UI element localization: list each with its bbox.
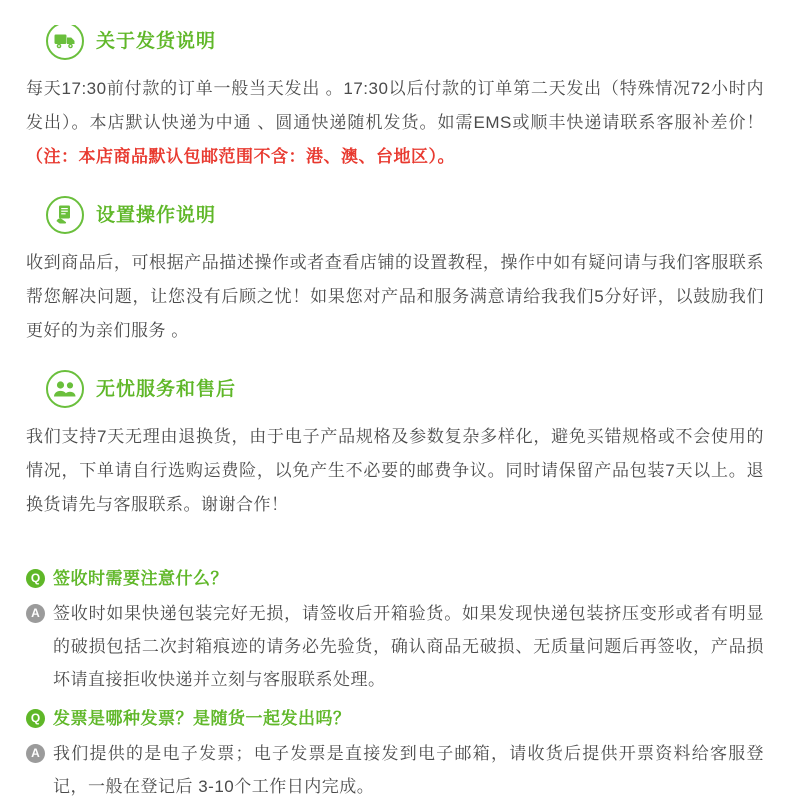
section-title: 关于发货说明 bbox=[96, 30, 217, 52]
section-body-text: 每天17:30前付款的订单一般当天发出 。17:30以后付款的订单第二天发出（特殊情况72小时内发出）。本店默认快递为中通 、圆通快递随机发货。如需EMS或顺丰快递请联系客服补差价！ bbox=[26, 79, 764, 132]
section-title: 无忧服务和售后 bbox=[96, 378, 237, 400]
faq-answer-row bbox=[26, 597, 764, 696]
answer-badge: A bbox=[26, 744, 45, 763]
section-body-highlight: （注：本店商品默认包邮范围不含：港、澳、台地区）。 bbox=[26, 147, 455, 166]
faq-question-row bbox=[26, 562, 764, 595]
question-badge: Q bbox=[26, 709, 45, 728]
section-header bbox=[46, 22, 764, 60]
section-body bbox=[26, 246, 764, 348]
two-people-icon bbox=[46, 370, 84, 408]
section-body bbox=[26, 420, 764, 522]
section-body-text: 我们支持7天无理由退换货，由于电子产品规格及参数复杂多样化，避免买错规格或不会使用的情况，下单请自行选购运费险，以免产生不必要的邮费争议。同时请保留产品包装7天以上。退换货请先与客服联系。谢谢合作！ bbox=[26, 427, 764, 514]
faq-answer-text: 我们提供的是电子发票；电子发票是直接发到电子邮箱，请收货后提供开票资料给客服登记，一般在登记后 3-10个工作日内完成。 bbox=[53, 744, 764, 796]
section-header bbox=[46, 370, 764, 408]
top-divider bbox=[0, 22, 790, 25]
section-setup-instructions bbox=[26, 196, 764, 348]
faq-question-text: 签收时需要注意什么？ bbox=[53, 569, 228, 588]
delivery-truck-icon bbox=[46, 22, 84, 60]
question-badge: Q bbox=[26, 569, 45, 588]
document-hand-icon bbox=[46, 196, 84, 234]
section-title: 设置操作说明 bbox=[96, 204, 217, 226]
faq-answer-row bbox=[26, 737, 764, 803]
faq-item bbox=[26, 562, 764, 696]
faq-answer-text: 签收时如果快递包装完好无损，请签收后开箱验货。如果发现快递包装挤压变形或者有明显的破损包括二次封箱痕迹的请务必先验货，确认商品无破损、无质量问题后再签收，产品损坏请直接拒收快递并立刻与客服联系处理。 bbox=[53, 604, 764, 689]
section-shipping bbox=[26, 22, 764, 174]
answer-badge: A bbox=[26, 604, 45, 623]
product-info-page bbox=[0, 22, 790, 796]
faq-item bbox=[26, 702, 764, 803]
faq-list bbox=[26, 562, 764, 803]
section-after-sales bbox=[26, 370, 764, 522]
section-body bbox=[26, 72, 764, 174]
section-body-text: 收到商品后，可根据产品描述操作或者查看店铺的设置教程，操作中如有疑问请与我们客服联系帮您解决问题，让您没有后顾之忧！如果您对产品和服务满意请给我我们5分好评，以鼓励我们更好的为亲们服务 。 bbox=[26, 253, 764, 340]
faq-question-row bbox=[26, 702, 764, 735]
section-header bbox=[46, 196, 764, 234]
faq-question-text: 发票是哪种发票？是随货一起发出吗？ bbox=[53, 709, 351, 728]
